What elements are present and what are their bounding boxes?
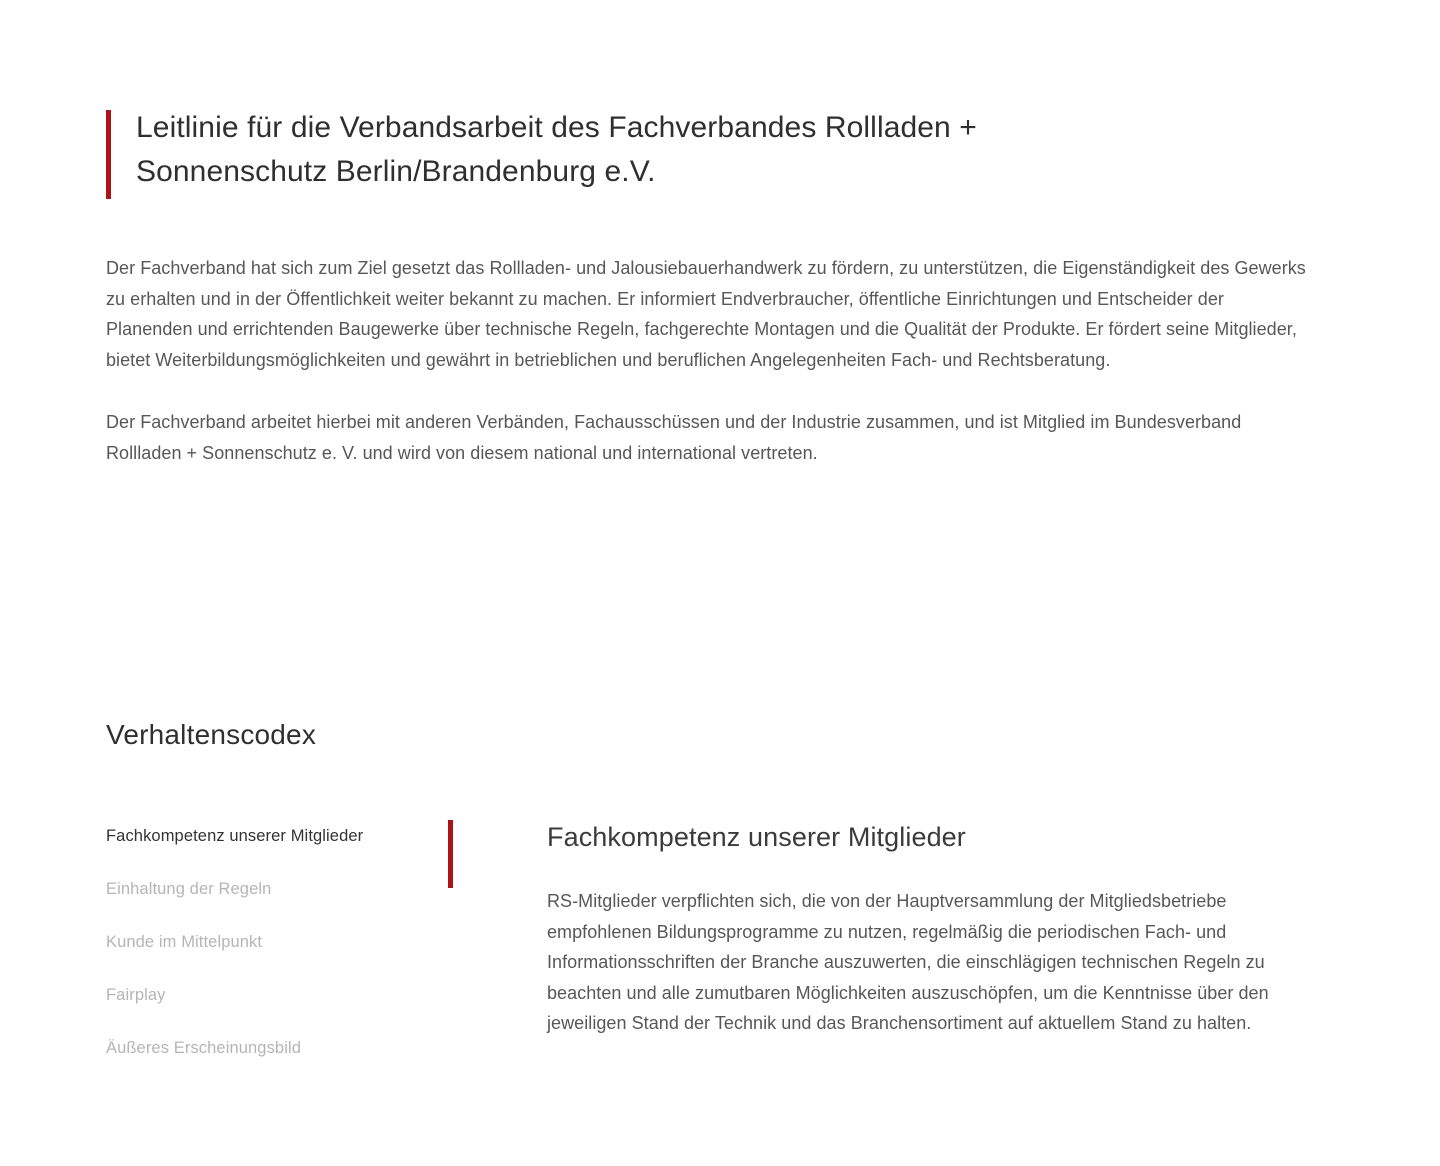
tab-fachkompetenz-unserer-mitglieder[interactable]: Fachkompetenz unserer Mitglieder (106, 827, 364, 845)
codex-body (106, 818, 1334, 1062)
codex-tab-list (106, 818, 448, 1062)
verhaltenscodex-section (106, 715, 1334, 1062)
intro-paragraphs (106, 253, 1334, 469)
section-title: Verhaltenscodex (106, 719, 317, 750)
panel-text: RS-Mitglieder verpflichten sich, die von der Hauptversammlung der Mitgliedsbetriebe empfohlenen Bildungsprogramme zu nutzen, regelmäßig die periodischen Fach- und Informationsschriften der Branche auszuwerten, die einschlägigen technischen Regeln zu beachten und alle zumutbaren Möglichkeiten auszuschöpfen, um die Kenntnisse über den jeweiligen Stand der Technik und das Branchensortiment auf aktuellem Stand zu halten. (547, 891, 1269, 1034)
intro-paragraph-2: Der Fachverband arbeitet hierbei mit anderen Verbänden, Fachausschüssen und der Industrie zusammen, und ist Mitglied im Bundesverband Rollladen + Sonnenschutz e. V. und wird von diesem national und international vertreten. (106, 412, 1242, 463)
title-accent-bar (106, 110, 111, 199)
tab-einhaltung-der-regeln[interactable]: Einhaltung der Regeln (106, 880, 272, 898)
intro-section (106, 106, 1334, 469)
page-title: Leitlinie für die Verbandsarbeit des Fachverbandes Rollladen + Sonnenschutz Berlin/Brandenburg e.V. (136, 111, 977, 188)
intro-paragraph-1: Der Fachverband hat sich zum Ziel gesetzt das Rollladen- und Jalousiebauerhandwerk zu fördern, zu unterstützen, die Eigenständigkeit des Gewerks zu erhalten und in der Öffentlichkeit weiter bekannt zu machen. Er informiert Endverbraucher, öffentliche Einrichtungen und Entscheider der Planenden und errichtenden Baugewerke über technische Regeln, fachgerechte Montagen und die Qualität der Produkte. Er fördert seine Mitglieder, bietet Weiterbildungsmöglichkeiten und gewährt in betrieblichen und beruflichen Angelegenheiten Fach- und Rechtsberatung. (106, 258, 1306, 370)
codex-tab-panel (453, 818, 1334, 1039)
tab-fairplay[interactable]: Fairplay (106, 986, 166, 1004)
tab-aeusseres-erscheinungsbild[interactable]: Äußeres Erscheinungsbild (106, 1039, 302, 1057)
page-title-block (106, 106, 1334, 194)
panel-title: Fachkompetenz unserer Mitglieder (547, 822, 966, 852)
tab-kunde-im-mittelpunkt[interactable]: Kunde im Mittelpunkt (106, 933, 263, 951)
